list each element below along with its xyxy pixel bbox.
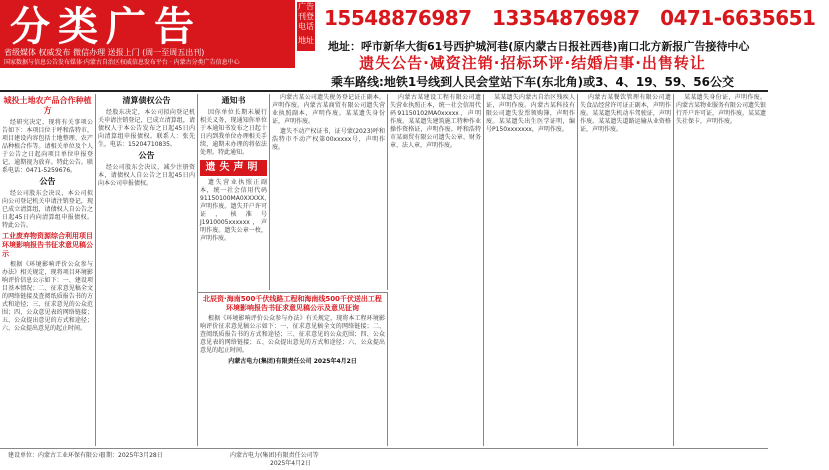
notice-body: 某某遗失身份证，声明作废。内蒙古某物业服务有限公司遗失银行开户许可证，声明作废。某某遗失社保卡，声明作废。 bbox=[676, 94, 767, 125]
column-1 bbox=[0, 94, 96, 446]
page-title: 分类广告 bbox=[10, 3, 202, 50]
notice-body: 内蒙古某建设工程有限公司遗失营业执照正本，统一社会信用代码91150102MA0xxxxx，声明作废。某某遗失建筑施工特种作业操作资格证，声明作废。呼和浩特市某商贸有限公司遗失公章、财务章、法人章，声明作废。 bbox=[390, 94, 481, 149]
notice-body: 遗失营业执照正副本，统一社会信用代码91150100MA0XXXXX，声明作废。遗失开户许可证，核准号J1910005xxxxxx，声明作废。遗失公章一枚，声明作废。 bbox=[200, 179, 271, 242]
column-8 bbox=[674, 94, 768, 446]
bus-route: 乘车路线:地铁1号线到人民会堂站下车(东北角)或3、4、19、59、56公交 bbox=[331, 75, 734, 89]
brand-block bbox=[0, 0, 295, 68]
footer-date: 2025年4月2日 bbox=[270, 460, 311, 467]
phone-3: 0471-6635651 bbox=[660, 6, 816, 30]
notice-body: 某某遗失内蒙古自治区残疾人证，声明作废。内蒙古某科技有限公司遗失发票领购簿，声明作废。某某遗失出生医学证明，编号P150xxxxxxx，声明作废。 bbox=[486, 94, 575, 133]
services-banner: 遗失公告·减资注销·招标环评·结婚启事·出售转让 bbox=[359, 54, 706, 72]
notice-body: 因你单位长期未履行相关义务，现通知你单位于本通知书发布之日起十日内到我单位办理相关手续，逾期未办理的将依法处理。特此通知。 bbox=[200, 109, 267, 156]
footer-sign: 建设单位：内蒙古工业环保有限公司 bbox=[8, 452, 105, 459]
lost-notice-banner: 遗失声明 bbox=[200, 160, 267, 176]
notice-heading: 城投土地农产品合作种植方 bbox=[3, 96, 92, 115]
column-7 bbox=[578, 94, 674, 446]
notice-body: 经研究决定，现将有关事项公告如下：本项目位于呼和浩特市，项目建设内容包括土地整理、农产品种植合作等。请相关单位及个人于公告之日起向项目单位申报登记，逾期视为放弃。特此公告。联系电话：0471-5259676。 bbox=[2, 119, 93, 174]
notice-body: 内蒙古某公司遗失税务登记证正副本，声明作废。内蒙古某商贸有限公司遗失营业执照副本，声明作废。某某遗失身份证，声明作废。 bbox=[272, 94, 385, 125]
column-3 bbox=[198, 94, 270, 290]
notice-heading-red: 工业废弃物资源综合利用项目环境影响报告书征求意见稿公示 bbox=[2, 232, 93, 258]
notice-body: 内蒙古某餐饮管理有限公司遗失食品经营许可证正副本，声明作废。某某遗失机动车驾驶证，声明作废。某某遗失道路运输从业资格证，声明作废。 bbox=[580, 94, 671, 133]
notice-body: 根据《环境影响评价公众参与办法》有关规定，现将本工程环境影响评价征求意见稿公示如下：一、征求意见稿全文的网络链接；二、查阅纸质报告书的方式和途径；三、征求意见的公众范围；四、公众意见表的网络链接；五、公众提出意见的方式和途径；六、公众提出意见的起止时间。 bbox=[200, 315, 385, 354]
phone-1: 15548876987 bbox=[324, 6, 472, 30]
column-6 bbox=[484, 94, 578, 446]
notice-body: 经股东决定，本公司拟向登记机关申请注销登记，已成立清算组，请债权人于本公告发布之日起45日内向清算组申报债权。联系人：张先生，电话：15204710835。 bbox=[98, 109, 195, 148]
masthead bbox=[0, 0, 816, 89]
notice-body: 经公司股东会决议，减少注册资本，请债权人自公告之日起45日内向本公司申报债权。 bbox=[98, 164, 195, 187]
header-divider bbox=[0, 90, 768, 92]
notice-heading-red: 北辰资·海南500千伏线路工程和海南线500千伏送出工程环境影响报告书征求意见稿公示及意见征询 bbox=[203, 295, 382, 312]
footer-sign: 内蒙古电力(集团)有限责任公司等 bbox=[230, 452, 319, 459]
column-4 bbox=[270, 94, 388, 290]
column-5 bbox=[388, 94, 484, 446]
notice-heading: 清算债权公告 bbox=[122, 96, 171, 105]
notice-heading: 公告 bbox=[138, 151, 155, 160]
notice-signature: 内蒙古电力(集团)有限责任公司 2025年4月2日 bbox=[228, 358, 357, 365]
page-footer bbox=[0, 448, 768, 470]
notice-body: 经公司股东会决议，本公司拟向公司登记机关申请注销登记，现已成立清算组，请债权人自公告之日起45日内向清算组申报债权。特此公告。 bbox=[2, 190, 93, 229]
office-address: 地址：呼市新华大街61号西护城河巷(原内蒙古日报社西巷)南口北方新报广告接待中心 bbox=[328, 40, 750, 53]
footer-date: 日期：2025年3月28日 bbox=[100, 452, 163, 459]
notice-heading: 通知书 bbox=[221, 96, 246, 105]
column-2 bbox=[96, 94, 198, 446]
brand-subtitle: 国家数据与信息公告发布媒体·内蒙古自治区权威信息发布平台 · 内蒙古分类广告信息中心 bbox=[4, 59, 240, 66]
hotline-tag: 广告刊登电话 bbox=[297, 2, 315, 42]
phone-numbers bbox=[324, 6, 829, 30]
middle-notice bbox=[198, 292, 388, 446]
notice-body: 遗失不动产权证书，证号蒙(2023)呼和浩特市不动产权第00xxxxx号，声明作废。 bbox=[272, 128, 385, 151]
address-tag: 地址 bbox=[297, 37, 315, 51]
brand-slogan: 省级媒体 权威发布 微信办理 送报上门 (周一至周五出刊) bbox=[4, 48, 205, 57]
notice-heading: 公告 bbox=[39, 177, 56, 186]
notice-body: 根据《环境影响评价公众参与办法》相关规定，现将项目环境影响评价信息公示如下：一、建设项目基本情况；二、征求意见稿全文的网络链接及查阅纸质报告书的方式和途径；三、征求意见的公众范围；四、公众意见表的网络链接；五、公众提出意见的方式和途径；六、公众提出意见的起止时间。 bbox=[2, 261, 93, 332]
phone-2: 13354876987 bbox=[492, 6, 640, 30]
